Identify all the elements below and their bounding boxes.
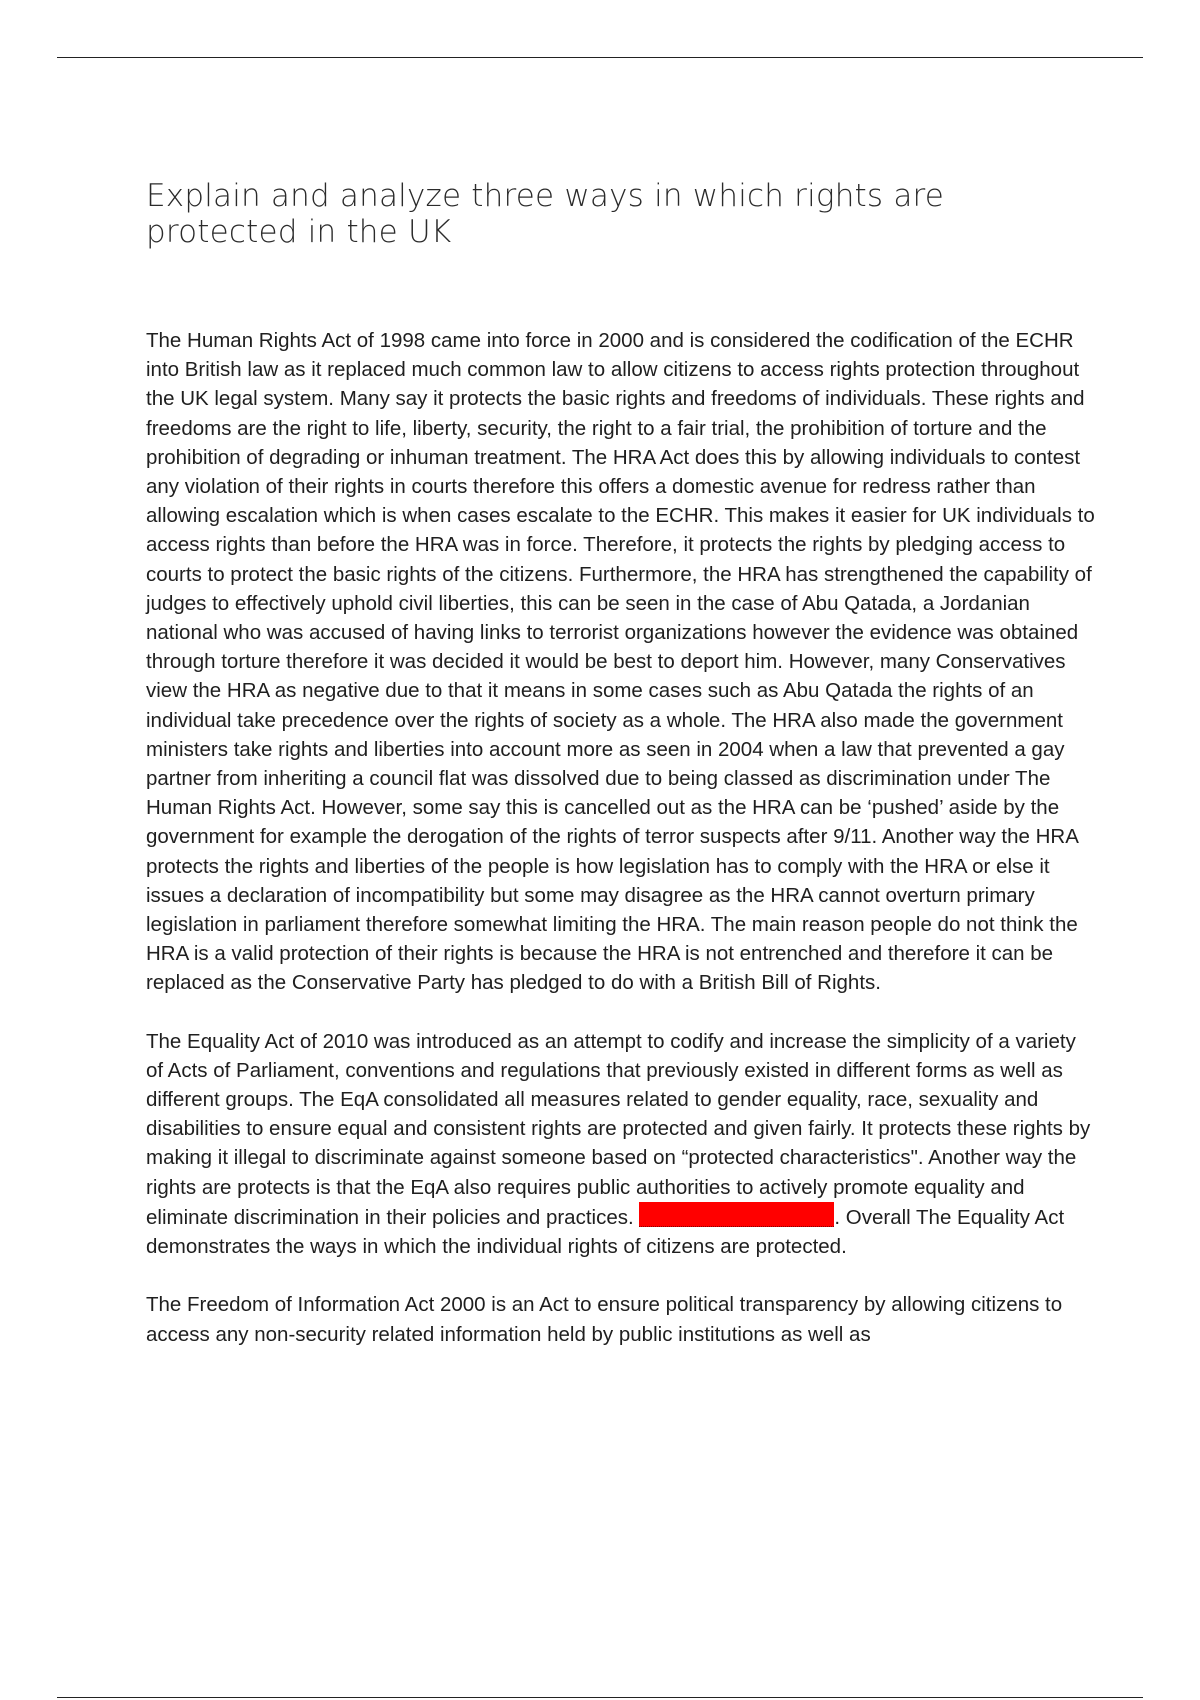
document-title: Explain and analyze three ways in which rights are protected in the UK (146, 178, 945, 250)
bottom-rule (57, 1697, 1143, 1698)
document-body (146, 326, 1096, 1349)
document-page (146, 178, 1096, 1378)
redacted-text-block (639, 1202, 834, 1227)
paragraph-equality-act (146, 1027, 1096, 1262)
top-rule (57, 57, 1143, 58)
paragraph-human-rights-act: The Human Rights Act of 1998 came into force in 2000 and is considered the codification of the ECHR into British law as it replaced much common law to allow citizens to access rights protection throughout the UK legal system. Many say it protects the basic rights and freedoms of individuals. These rights and freedoms are the right to life, liberty, security, the right to a fair trial, the prohibition of torture and the prohibition of degrading or inhuman treatment. The HRA Act does this by allowing individuals to contest any violation of their rights in courts therefore this offers a domestic avenue for redress rather than allowing escalation which is when cases escalate to the ECHR. This makes it easier for UK individuals to access rights than before the HRA was in force. Therefore, it protects the rights by pledging access to courts to protect the basic rights of the citizens. Furthermore, the HRA has strengthened the capability of judges to effectively uphold civil liberties, this can be seen in the case of Abu Qatada, a Jordanian national who was accused of having links to terrorist organizations however the evidence was obtained through torture therefore it was decided it would be best to deport him. However, many Conservatives view the HRA as negative due to that it means in some cases such as Abu Qatada the rights of an individual take precedence over the rights of society as a whole. The HRA also made the government ministers take rights and liberties into account more as seen in 2004 when a law that prevented a gay partner from inheriting a council flat was dissolved due to being classed as discrimination under The Human Rights Act. However, some say this is cancelled out as the HRA can be ‘pushed’ aside by the government for example the derogation of the rights of terror suspects after 9/11. Another way the HRA protects the rights and liberties of the people is how legislation has to comply with the HRA or else it issues a declaration of incompatibility but some may disagree as the HRA cannot overturn primary legislation in parliament therefore somewhat limiting the HRA. The main reason people do not think the HRA is a valid protection of their rights is because the HRA is not entrenched and therefore it can be replaced as the Conservative Party has pledged to do with a British Bill of Rights. (146, 329, 1095, 995)
paragraph-freedom-of-information-act: The Freedom of Information Act 2000 is an Act to ensure political transparency by allowing citizens to access any non-security related information held by public institutions as well as (146, 1293, 1063, 1346)
paragraph-equality-act-text: The Equality Act of 2010 was introduced as an attempt to codify and increase the simplicity of a variety of Acts of Parliament, conventions and regulations that previously existed in different forms as well as different groups. The EqA consolidated all measures related to gender equality, race, sexuality and disabilities to ensure equal and consistent rights are protected and given fairly. It protects these rights by making it illegal to discriminate against someone based on “protected characteristics". Another way the rights are protects is that the EqA also requires public authorities to actively promote equality and eliminate discrimination in their policies and practices. (146, 1029, 1091, 1229)
paragraph-equality-act-ending: . Overall The Equality Act demonstrates the ways in which the individual rights of citizens are protected. (146, 1205, 1065, 1259)
